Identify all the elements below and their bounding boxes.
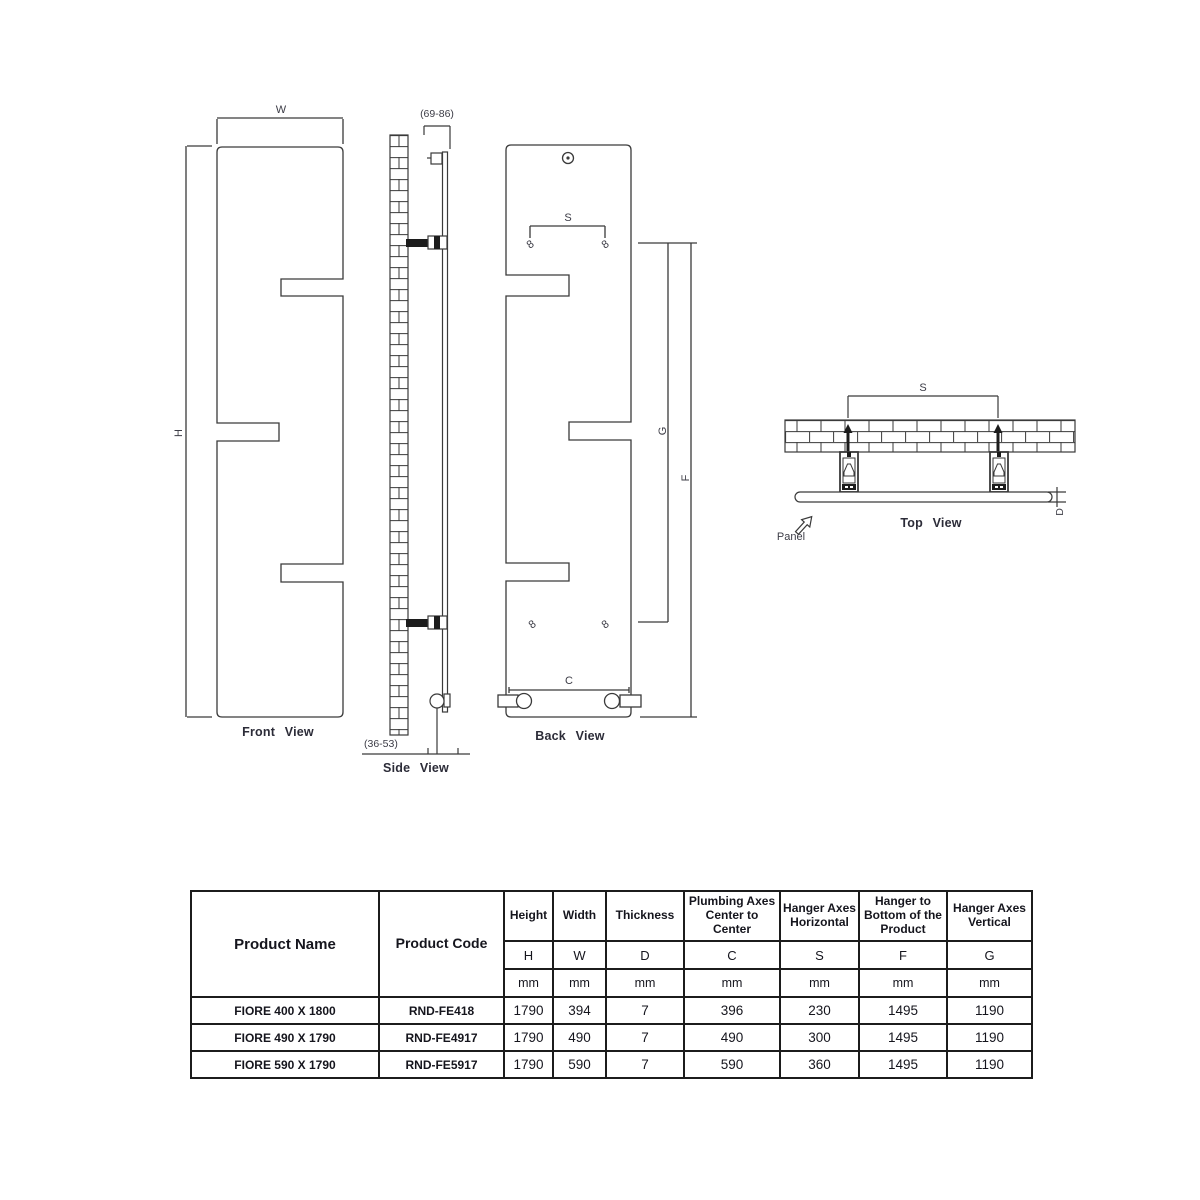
air-vent: [431, 153, 442, 164]
hanger-mark-bottom-left: 8: [526, 618, 539, 632]
lower-bracket: [406, 616, 447, 629]
top-s-dimension: [848, 396, 998, 418]
valve-body: [444, 694, 450, 707]
label-s-top: S: [919, 382, 927, 394]
header-height: Height: [504, 891, 553, 941]
letter-g: G: [947, 941, 1032, 969]
value-height: 1790: [504, 1051, 553, 1078]
side-view-title: Side View: [383, 761, 449, 775]
label-d: D: [1054, 508, 1066, 516]
label-w: W: [275, 104, 287, 116]
value-hanger-horizontal: 300: [780, 1024, 859, 1051]
value-hanger-bottom: 1495: [859, 997, 947, 1024]
width-dimension-line: [217, 118, 343, 144]
product-name: FIORE 490 X 1790: [191, 1024, 379, 1051]
value-hanger-bottom: 1495: [859, 1024, 947, 1051]
top-wall: [785, 420, 1075, 452]
product-name: FIORE 400 X 1800: [191, 997, 379, 1024]
label-h: H: [173, 429, 185, 437]
value-hanger-vertical: 1190: [947, 1051, 1032, 1078]
spec-table-container: [190, 890, 1031, 1079]
upper-bracket: [406, 236, 447, 249]
table-row: [191, 1024, 1032, 1051]
unit-width: mm: [553, 969, 606, 997]
value-plumbing: 396: [684, 997, 780, 1024]
right-pipe-port: [605, 694, 620, 709]
top-panel-bar: [795, 492, 1052, 502]
label-c: C: [565, 675, 573, 687]
header-thickness: Thickness: [606, 891, 684, 941]
value-hanger-bottom: 1495: [859, 1051, 947, 1078]
letter-c: C: [684, 941, 780, 969]
header-plumbing-axes: Plumbing Axes Center to Center: [684, 891, 780, 941]
product-code: RND-FE4917: [379, 1024, 504, 1051]
label-panel: Panel: [776, 531, 806, 543]
value-hanger-vertical: 1190: [947, 997, 1032, 1024]
hanger-mark-bottom-right: 8: [599, 618, 612, 632]
value-thickness: 7: [606, 1024, 684, 1051]
value-hanger-horizontal: 360: [780, 1051, 859, 1078]
side-view: [362, 126, 470, 754]
unit-hanger-horizontal: mm: [780, 969, 859, 997]
value-width: 490: [553, 1024, 606, 1051]
value-hanger-vertical: 1190: [947, 1024, 1032, 1051]
header-product-code: Product Code: [379, 891, 504, 997]
label-top-offset: (69-86): [420, 108, 454, 120]
unit-plumbing: mm: [684, 969, 780, 997]
spec-table: [190, 890, 1033, 1079]
hanger-mark-top-right: 8: [599, 238, 612, 252]
front-panel-outline: [217, 147, 343, 717]
height-dimension-line: [186, 146, 212, 717]
product-code: RND-FE418: [379, 997, 504, 1024]
label-s-back: S: [564, 212, 572, 224]
back-panel-outline: [506, 145, 631, 717]
table-row: [191, 1051, 1032, 1078]
header-hanger-axes-vertical: Hanger Axes Vertical: [947, 891, 1032, 941]
valve-port: [430, 694, 444, 708]
value-width: 590: [553, 1051, 606, 1078]
value-width: 394: [553, 997, 606, 1024]
value-plumbing: 590: [684, 1051, 780, 1078]
unit-thickness: mm: [606, 969, 684, 997]
hanger-bracket-left: [840, 452, 858, 492]
table-row: [191, 997, 1032, 1024]
back-view-title: Back View: [535, 729, 605, 743]
left-pipe-stub: [498, 695, 518, 707]
front-view-title: Front View: [242, 725, 314, 739]
letter-d: D: [606, 941, 684, 969]
hanger-bracket-right: [990, 452, 1008, 492]
value-height: 1790: [504, 1024, 553, 1051]
letter-h: H: [504, 941, 553, 969]
value-height: 1790: [504, 997, 553, 1024]
right-pipe-stub: [620, 695, 641, 707]
header-hanger-to-bottom: Hanger to Bottom of the Product: [859, 891, 947, 941]
unit-hanger-bottom: mm: [859, 969, 947, 997]
unit-height: mm: [504, 969, 553, 997]
letter-w: W: [553, 941, 606, 969]
value-hanger-horizontal: 230: [780, 997, 859, 1024]
hanger-mark-top-left: 8: [524, 238, 537, 252]
top-offset-dimension: [424, 126, 450, 149]
header-hanger-axes-horizontal: Hanger Axes Horizontal: [780, 891, 859, 941]
value-plumbing: 490: [684, 1024, 780, 1051]
letter-s: S: [780, 941, 859, 969]
product-code: RND-FE5917: [379, 1051, 504, 1078]
product-name: FIORE 590 X 1790: [191, 1051, 379, 1078]
label-f: F: [680, 474, 692, 482]
value-thickness: 7: [606, 997, 684, 1024]
left-pipe-port: [517, 694, 532, 709]
header-width: Width: [553, 891, 606, 941]
front-view: [186, 118, 343, 717]
top-view-title: Top View: [900, 516, 962, 530]
unit-hanger-vertical: mm: [947, 969, 1032, 997]
side-wall: [390, 135, 408, 735]
label-bottom-offset: (36-53): [364, 738, 398, 750]
value-thickness: 7: [606, 1051, 684, 1078]
header-product-name: Product Name: [191, 891, 379, 997]
label-g: G: [657, 426, 669, 436]
letter-f: F: [859, 941, 947, 969]
